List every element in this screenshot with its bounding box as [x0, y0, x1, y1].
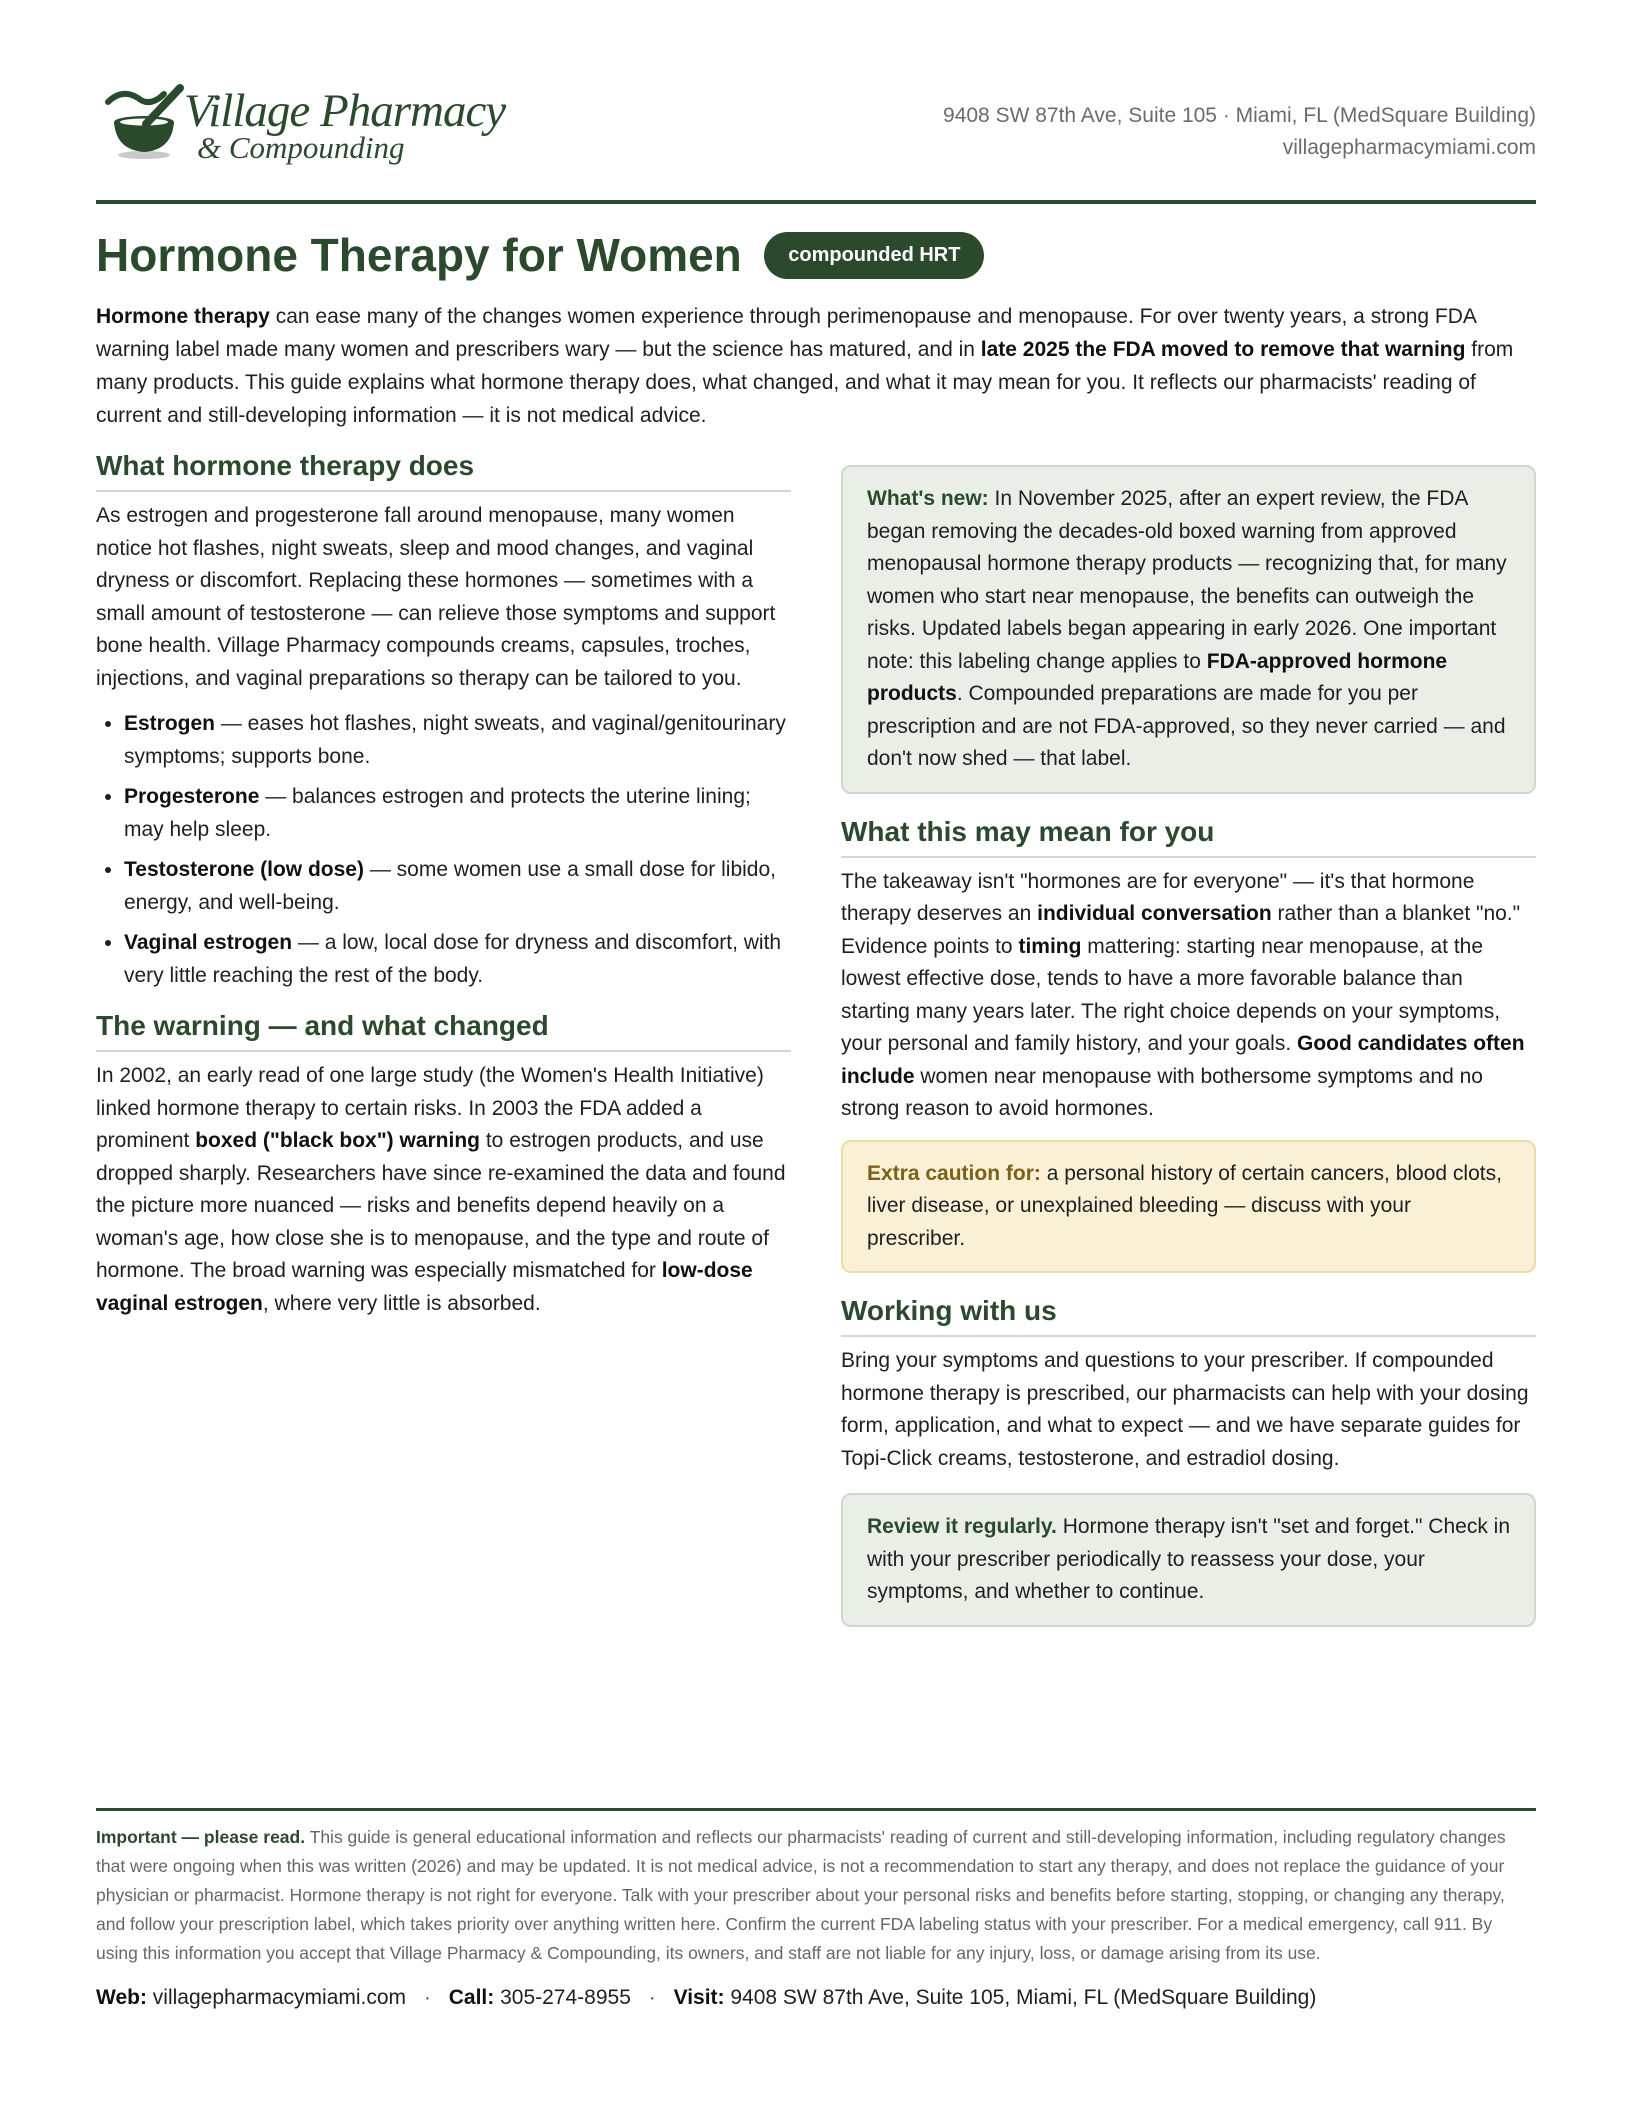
section-heading-working-with-us: Working with us — [841, 1295, 1536, 1337]
list-item-text: — a low, local dose for dryness and discomfort, with very little reaching the rest of the body. — [124, 931, 782, 987]
list-item-term: Testosterone (low dose) — [124, 858, 364, 881]
list-item-text: — balances estrogen and protects the uterine lining; may help sleep. — [124, 785, 751, 841]
whats-new-bold: FDA-approved hormone products — [867, 649, 1448, 705]
mean-text-4: women near menopause with bothersome symptoms and no strong reason to avoid hormones. — [841, 1064, 1483, 1120]
list-item — [124, 780, 791, 846]
list-item-term: Estrogen — [124, 712, 216, 735]
working-with-us-paragraph: Bring your symptoms and questions to your prescriber. If compounded hormone therapy is prescribed, our pharmacists can help with your dosing form, application, and what to expect — and we have separate guides for Topi-Click creams, testosterone, and estradiol dosing. — [841, 1349, 1529, 1470]
right-column — [841, 450, 1536, 1627]
warning-paragraph — [96, 1060, 791, 1320]
page-footer — [96, 1808, 1536, 2010]
caution-text: a personal history of certain cancers, blood clots, liver disease, or unexplained bleeding — discuss with your prescriber. — [867, 1161, 1502, 1250]
call-label: Call: — [448, 1986, 495, 2009]
warning-bold-2: low-dose vaginal estrogen — [96, 1259, 753, 1315]
phone-link[interactable]: 305-274-8955 — [500, 1986, 631, 2009]
mortar-and-pestle-icon — [102, 84, 192, 164]
warning-bold-1: boxed ("black box") warning — [195, 1129, 481, 1152]
document-page — [96, 0, 1536, 2009]
hormone-list — [96, 707, 791, 992]
intro-text-1: can ease many of the changes women experience through perimenopause and menopause. For over twenty years, a strong FDA warning label made many women and prescribers wary — but the science has matured, and in — [96, 305, 1476, 361]
intro-bold-1: Hormone therapy — [96, 305, 270, 328]
warning-text-3: , where very little is absorbed. — [262, 1291, 541, 1315]
list-item-text: — eases hot flashes, night sweats, and vaginal/genitourinary symptoms; supports bone. — [124, 712, 786, 768]
list-item — [124, 926, 791, 992]
list-item-term: Vaginal estrogen — [124, 931, 293, 954]
review-text: Hormone therapy isn't "set and forget." Check in with your prescriber periodically to reassess your dose, your symptoms, and whether to continue. — [867, 1515, 1510, 1603]
title-row — [96, 228, 984, 292]
pharmacy-logo — [102, 84, 506, 168]
logo-subname: & Compounding — [197, 130, 405, 165]
mean-text-3: mattering: starting near menopause, at the lowest effective dose, tends to have a more favorable balance than starting many years later. The right choice depends on your symptoms, your personal and family history, and your goals. — [841, 934, 1501, 1055]
web-link[interactable]: villagepharmacymiami.com — [152, 1986, 407, 2009]
mean-text-2: rather than a blanket "no." Evidence points to — [841, 902, 1521, 958]
section-heading-what-it-does: What hormone therapy does — [96, 450, 791, 492]
visit-label: Visit: — [673, 1986, 725, 2009]
review-callout — [841, 1493, 1536, 1627]
header-contact — [943, 100, 1536, 164]
visit-address: 9408 SW 87th Ave, Suite 105, Miami, FL (MedSquare Building) — [730, 1986, 1317, 2009]
warning-text-1: In 2002, an early read of one large study (the Women's Health Initiative) linked hormone therapy to certain risks. In 2003 the FDA added a prominent — [96, 1064, 764, 1152]
logo-name: Village Pharmacy — [184, 85, 506, 137]
separator: · — [648, 1986, 656, 2009]
header-website[interactable]: villagepharmacymiami.com — [1282, 136, 1536, 159]
intro-text-2: from many products. This guide explains what hormone therapy does, what changed, and what it may mean for you. It reflects our pharmacists' reading of current and still-developing information — it is not medical advice. — [96, 338, 1514, 427]
category-badge: compounded HRT — [764, 232, 984, 279]
what-it-means-paragraph — [841, 866, 1536, 1126]
contact-line — [96, 1986, 1536, 2010]
list-item-text: — some women use a small dose for libido, energy, and well-being. — [124, 858, 776, 914]
whats-new-text-2: . Compounded preparations are made for you per prescription and are not FDA-approved, so they never carried — and don't now shed — that label. — [867, 682, 1506, 770]
page-header — [96, 0, 1536, 204]
whats-new-callout — [841, 465, 1536, 794]
caution-label: Extra caution for: — [867, 1161, 1041, 1185]
review-label: Review it regularly. — [867, 1515, 1057, 1538]
mean-bold-2: timing — [1018, 934, 1082, 958]
disclaimer-text: This guide is general educational information and reflects our pharmacists' reading of current and still-developing information, including regulatory changes that were ongoing when this was written (2026) and may be updated. It is not medical advice, is not a recommendation to start any therapy, and does not replace the guidance of your physician or pharmacist. Hormone therapy is not right for everyone. Talk with your prescriber about your personal risks and benefits before starting, stopping, or changing any therapy, and follow your prescription label, which takes priority over anything written here. Confirm the current FDA labeling status with your prescriber. For a medical emergency, call 911. By using this information you accept that Village Pharmacy & Compounding, its owners, and staff are not liable for any injury, loss, or damage arising from its use. — [96, 1827, 1506, 1963]
what-it-does-paragraph: As estrogen and progesterone fall around menopause, many women notice hot flashes, night sweats, sleep and mood changes, and vaginal dryness or discomfort. Replacing these hormones — sometimes with a small amount of testosterone — can relieve those symptoms and support bone health. Village Pharmacy compounds creams, capsules, troches, injections, and vaginal preparations so therapy can be tailored to you. — [96, 504, 776, 690]
intro-paragraph — [96, 300, 1536, 432]
list-item — [124, 707, 791, 773]
disclaimer-label: Important — please read. — [96, 1827, 306, 1847]
separator: · — [423, 1986, 431, 2009]
section-heading-what-it-means: What this may mean for you — [841, 816, 1536, 858]
mean-bold-3: Good candidates often include — [841, 1032, 1525, 1088]
mean-bold-1: individual conversation — [1037, 902, 1272, 925]
whats-new-text-1: In November 2025, after an expert review, the FDA began removing the decades-old boxed warning from approved menopausal hormone therapy products — recognizing that, for many women who start near menopause, the benefits can outweigh the risks. Updated labels began appearing in early 2026. One important note: this labeling change applies to — [867, 487, 1507, 673]
section-heading-warning: The warning — and what changed — [96, 1010, 791, 1052]
list-item-term: Progesterone — [124, 785, 260, 808]
intro-bold-2: late 2025 the FDA moved to remove that warning — [980, 338, 1466, 361]
caution-callout — [841, 1140, 1536, 1274]
web-label: Web: — [96, 1986, 147, 2009]
disclaimer — [96, 1823, 1536, 1968]
mean-text-1: The takeaway isn't "hormones are for everyone" — it's that hormone therapy deserves an — [841, 869, 1475, 925]
whats-new-label: What's new: — [867, 487, 989, 510]
list-item — [124, 853, 791, 919]
left-column — [96, 450, 791, 1320]
header-address: 9408 SW 87th Ave, Suite 105 · Miami, FL (MedSquare Building) — [943, 104, 1536, 127]
warning-text-2: to estrogen products, and use dropped sharply. Researchers have since re-examined the data and found the picture more nuanced — risks and benefits depend heavily on a woman's age, how close she is to menopause, and the type and route of hormone. The broad warning was especially mismatched for — [96, 1129, 786, 1282]
page-title: Hormone Therapy for Women — [96, 229, 742, 281]
